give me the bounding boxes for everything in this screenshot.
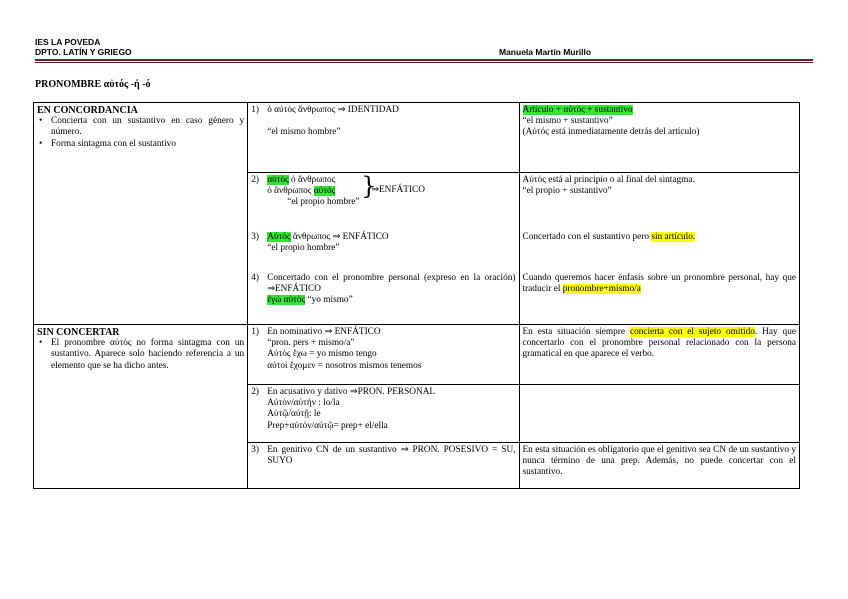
concordancia-note3 [519, 230, 800, 271]
note-line: . Hay que concertarlo con el pronombre personal relacionado con la persona gramatical en que aparece el verbo. [522, 327, 796, 360]
note-line: Concertado con el sustantivo pero [522, 232, 652, 242]
case-greek: ὁ ἄνθρωπος [267, 186, 314, 197]
list-item: • Forma sintagma con el sustantivo [37, 139, 244, 150]
list-item: • El pronombre αὐτός no forma sintagma con un sustantivo. Aparece solo haciendo referencia a un elemento que se ha dicho antes. [37, 338, 244, 372]
sin-concertar-heading: SIN CONCERTAR [37, 327, 120, 338]
concordancia-note1 [519, 103, 800, 173]
case-number: 2) [251, 387, 259, 397]
sin-concertar-note3: En esta situación es obligatorio que el genitivo sea CN de un sustantivo y nunca término de una prep. Además, no puede concertar con el sustantivo. [519, 443, 800, 489]
table-row [34, 325, 800, 385]
concordancia-bullets [37, 116, 244, 150]
case-translation: “yo mismo” [305, 295, 353, 306]
table-row [34, 103, 800, 173]
case-text: Concertado con el pronombre personal (expreso en la oración) ⇒ENFÁTICO [267, 273, 516, 295]
highlight-yellow: pronombre+mismo/a [562, 284, 641, 295]
sin-concertar-note2 [519, 385, 800, 443]
case-translation: “el mismo hombre” [267, 127, 341, 138]
sin-concertar-bullets [37, 338, 244, 372]
author-name: Manuela Martín Murillo [499, 47, 592, 57]
case-line: αὐτοὶ ἔχομεν = nosotros mismos tenemos [267, 360, 422, 371]
concordancia-case3 [248, 230, 519, 271]
school-header [35, 37, 132, 57]
case-text: En nominativo ⇒ ENFÁTICO [267, 327, 381, 337]
sin-concertar-case3 [248, 443, 519, 489]
case-number: 4) [251, 273, 259, 283]
highlight-green: Αὐτὸς [267, 232, 291, 242]
sin-concertar-case1 [248, 325, 519, 385]
case-line: “pron. pers + mismo/a” [267, 338, 355, 349]
case-number: 3) [251, 232, 259, 242]
case-number: 1) [251, 105, 259, 115]
concordancia-heading: EN CONCORDANCIA [37, 105, 138, 116]
note-line: Cuando queremos hacer énfasis sobre un pronombre personal, hay que traducir el [522, 273, 796, 295]
header-rule-thin [35, 62, 813, 63]
case-greek: ὁ αὐτὸς ἄνθρωπος ⇒ IDENTIDAD [267, 105, 399, 115]
note-line: En esta situación siempre [522, 327, 630, 337]
case-text: En acusativo y dativo ⇒PRON. PERSONAL [267, 387, 436, 397]
case-text: En genitivo CN de un sustantivo ⇒ PRON. POSESIVO = SU, SUYO [267, 445, 516, 467]
school-name: IES LA POVEDA [35, 37, 101, 47]
sin-concertar-case2 [248, 385, 519, 443]
case-number: 3) [251, 445, 259, 455]
note-line: Αὐτός está al principio o al final del sintagma. [522, 175, 695, 185]
concordancia-note2 [519, 173, 800, 231]
case-translation: “el propio hombre” [267, 243, 340, 254]
concordancia-case1 [248, 103, 519, 173]
case-number: 2) [251, 175, 259, 185]
note-line: (Αὐτός está inmediatamente detrás del artículo) [522, 127, 700, 138]
highlight-green: αὐτὸς [267, 175, 289, 185]
case-greek: ὁ ἄνθρωπος [288, 175, 336, 185]
case-translation: “el propio hombre” [287, 197, 360, 208]
case-label: ⇒ENFÁTICO [371, 185, 425, 195]
case-line: Αὐτῷ/αὐτῇ: le [267, 409, 321, 420]
case-number: 1) [251, 327, 259, 337]
concordancia-cell [34, 103, 248, 325]
note-line: “el mismo + sustantivo” [522, 116, 613, 127]
sin-concertar-cell [34, 325, 248, 489]
header-rule-thick [35, 59, 813, 61]
department-name: DPTO. LATÍN Y GRIEGO [35, 47, 132, 57]
highlight-yellow: sin artículo. [651, 232, 696, 242]
case-greek: ἄνθρωπος ⇒ ENFÁTICO [290, 232, 389, 242]
highlight-green: ἐγὼ αὐτὸς [267, 295, 306, 306]
concordancia-note4 [519, 271, 800, 325]
case-line: Prep+αὐτόν/αὐτῷ= prep+ el/ella [267, 420, 388, 431]
list-item: • Concierta con un sustantivo en caso género y número. [37, 116, 244, 138]
highlight-yellow: concierta con el sujeto omitido [629, 327, 755, 337]
sin-concertar-note1 [519, 325, 800, 385]
brace-glyph: } [361, 172, 377, 200]
page-title: PRONOMBRE αὐτός -ή -ό [35, 79, 151, 90]
note-line: “el propio + sustantivo” [522, 186, 612, 197]
case-line: Αὐτὸς ἔχω = yo mismo tengo [267, 349, 377, 360]
case-line: Αὐτόν/αὐτήν : lo/la [267, 398, 340, 409]
highlight-green: αὐτός [313, 186, 336, 197]
concordancia-case2 [248, 173, 519, 231]
grammar-table [33, 102, 800, 489]
highlight-green: Artículo + αὐτός + sustantivo [522, 105, 633, 115]
concordancia-case4 [248, 271, 519, 325]
